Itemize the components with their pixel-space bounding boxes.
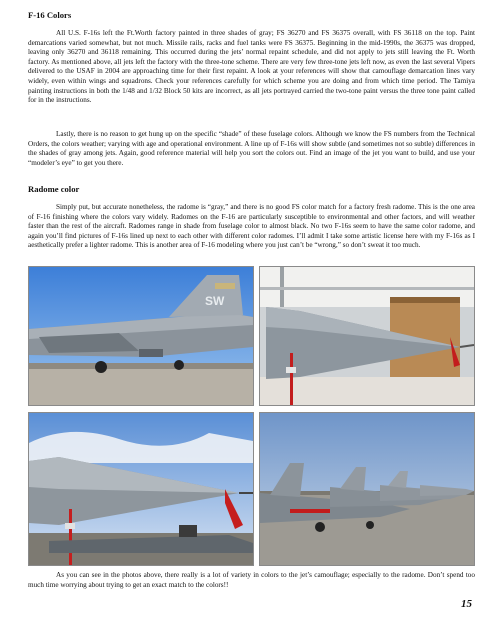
photo-jet-side-sw	[28, 266, 254, 406]
photo-radome-outdoor	[28, 412, 254, 566]
paragraph-colors-1: All U.S. F-16s left the Ft.Worth factory painted in three shades of gray; FS 36270 and FS 36375 overall, with FS 36118 on the top. Paint demarcations varied somewhat, but not much. Missile rails, racks and fuel tanks were FS 36375. Beginning in the mid-1990s, the 36375 was dropped, leaving only 36270 and 36118 remaining. This occurred during the jets’ normal repaint schedule, and did not apply to jets still leaving the Ft. Worth factory. As mentioned above, all jets left the factory with the three-tone scheme. There are very few three-tone jets left now, as even the last several Vipers delivered to the USAF in 2004 are approaching time for their first repaint. A look at your references will show that camouflage demarcation lines vary widely, even within wings and squadrons. Check your references carefully for which scheme you are doing and from which time period. The Tamiya painting instructions in both the 1/48 and 1/32 Block 50 kits are incorrect, as all jets portrayed carried the two-tone paint versus the three tone paint called for in the instructions.	[28, 29, 475, 105]
page-number: 15	[461, 598, 472, 610]
section-heading-colors: F-16 Colors	[28, 10, 72, 20]
photo-radome-hangar	[259, 266, 475, 406]
paragraph-radome: Simply put, but accurate nonetheless, the radome is “gray,” and there is no good FS color match for a factory fresh radome. This is the one area of F-16 finishing where the colors vary widely. Radomes on the F-16 are particularly susceptible to environmental and other factors, and will weather faster than the rest of the aircraft. Radomes range in shade from fuselage color to almost black. No two F-16s seem to have the same color radome, and again you’ll find pictures of F-16s lined up next to each other with different color radomes. I’ll admit I take some artistic license here with my F-16s as I aesthetically prefer a lighter radome. This is another area of F-16 modeling where you just can’t be “wrong,” so don’t sweat it too much.	[28, 203, 475, 250]
section-heading-radome: Radome color	[28, 184, 80, 194]
tail-code: SW	[205, 294, 225, 308]
paragraph-colors-2: Lastly, there is no reason to get hung up on the specific “shade” of these fuselage colors. Although we know the FS numbers from the Technical Orders, the colors weather; varying with age and operational environment. A line up of F-16s will show subtle (and sometimes not so subtle) differences in the shades of gray among jets. Again, good reference material will help you sort the colors out. Find an image of the jet you want to build, and use your “modeler’s eye” to get you there.	[28, 130, 475, 167]
paragraph-closing: As you can see in the photos above, there really is a lot of variety in colors to the jet’s camouflage; especially to the radome. Don’t spend too much time worrying about trying to get an exact match to the colors!!	[28, 571, 475, 589]
photo-jet-lineup	[259, 412, 475, 566]
